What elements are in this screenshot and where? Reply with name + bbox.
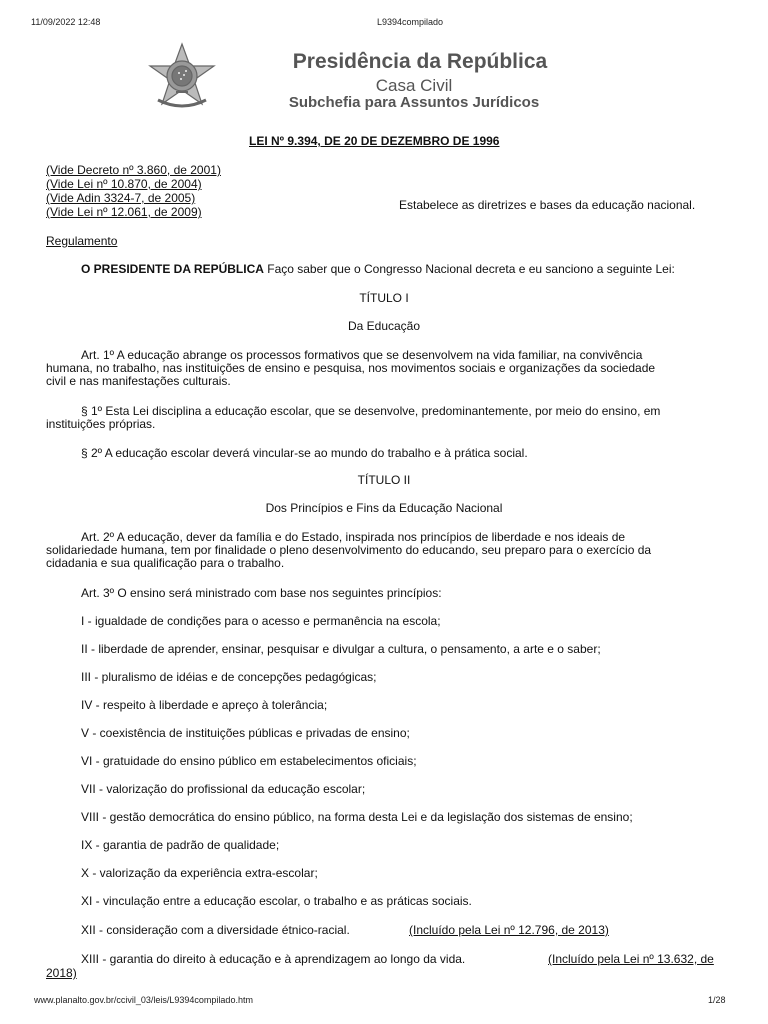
print-page-number: 1/28	[708, 995, 726, 1005]
inciso-13: XIII - garantia do direito à educação e à aprendizagem ao longo da vida.	[81, 952, 466, 966]
art1-line: civil e nas manifestações culturais.	[46, 374, 231, 388]
titulo-label: TÍTULO I	[359, 291, 409, 305]
vide-link[interactable]: (Vide Adin 3324-7, de 2005)	[46, 191, 196, 205]
art3: Art. 3º O ensino será ministrado com base nos seguintes princípios:	[81, 586, 442, 600]
art2-line: cidadania e sua qualificação para o trabalho.	[46, 556, 285, 570]
vide-link[interactable]: (Vide Lei nº 10.870, de 2004)	[46, 177, 202, 191]
vide-link[interactable]: (Vide Lei nº 12.061, de 2009)	[46, 205, 202, 219]
preamble-text: Faço saber que o Congresso Nacional decreta e eu sanciono a seguinte Lei:	[267, 262, 675, 276]
incluido-link[interactable]: (Incluído pela Lei nº 12.796, de 2013)	[409, 923, 609, 937]
regulamento-link[interactable]: Regulamento	[46, 234, 118, 248]
header-unit: Casa Civil	[375, 76, 453, 95]
print-datetime: 11/09/2022 12:48	[31, 17, 101, 27]
titulo-label: TÍTULO II	[357, 473, 411, 487]
preamble-bold: O PRESIDENTE DA REPÚBLICA	[81, 262, 264, 276]
print-url: www.planalto.gov.br/ccivil_03/leis/L9394compilado.htm	[34, 995, 253, 1005]
art1-p2: § 2º A educação escolar deverá vincular-se ao mundo do trabalho e à prática social.	[81, 446, 528, 460]
vide-link[interactable]: (Vide Decreto nº 3.860, de 2001)	[46, 163, 221, 177]
preamble	[81, 262, 675, 276]
ementa: Estabelece as diretrizes e bases da educação nacional.	[399, 198, 696, 212]
incluido-link-continuation[interactable]: 2018)	[46, 966, 77, 980]
inciso: VII - valorização do profissional da educação escolar;	[81, 782, 366, 796]
header-org: Presidência da República	[292, 50, 548, 73]
inciso: III - pluralismo de idéias e de concepções pedagógicas;	[81, 670, 377, 684]
inciso: XI - vinculação entre a educação escolar, o trabalho e as práticas sociais.	[81, 894, 472, 908]
titulo-name: Da Educação	[347, 319, 421, 333]
print-doc-title: L9394compilado	[377, 17, 444, 27]
inciso: II - liberdade de aprender, ensinar, pesquisar e divulgar a cultura, o pensamento, a arte e o saber;	[81, 642, 601, 656]
art2-line: solidariedade humana, tem por finalidade o pleno desenvolvimento do educando, seu preparo para o exercício da	[46, 543, 652, 557]
art1-p1-line: instituições próprias.	[46, 417, 156, 431]
art1-line: humana, no trabalho, nas instituições de ensino e pesquisa, nos movimentos sociais e organizações da sociedade	[46, 361, 656, 375]
inciso: V - coexistência de instituições públicas e privadas de ensino;	[81, 726, 410, 740]
header-subunit: Subchefia para Assuntos Jurídicos	[288, 94, 540, 111]
law-title: LEI Nº 9.394, DE 20 DE DEZEMBRO DE 1996	[249, 134, 500, 148]
art2-line: Art. 2º A educação, dever da família e do Estado, inspirada nos princípios de liberdade e nos ideais de	[81, 530, 626, 544]
art1-p1-line: § 1º Esta Lei disciplina a educação escolar, que se desenvolve, predominantemente, por meio do ensino, em	[81, 404, 661, 418]
art1-line: Art. 1º A educação abrange os processos formativos que se desenvolvem na vida familiar, na convivência	[81, 348, 643, 362]
incluido-link[interactable]: (Incluído pela Lei nº 13.632, de	[548, 952, 714, 966]
titulo-name: Dos Princípios e Fins da Educação Nacional	[265, 501, 503, 515]
inciso: IV - respeito à liberdade e apreço à tolerância;	[81, 698, 328, 712]
inciso: X - valorização da experiência extra-escolar;	[81, 866, 318, 880]
inciso-12: XII - consideração com a diversidade étnico-racial.	[81, 923, 350, 937]
inciso: IX - garantia de padrão de qualidade;	[81, 838, 280, 852]
inciso: I - igualdade de condições para o acesso e permanência na escola;	[81, 614, 441, 628]
inciso: VI - gratuidade do ensino público em estabelecimentos oficiais;	[81, 754, 417, 768]
inciso: VIII - gestão democrática do ensino público, na forma desta Lei e da legislação dos sistemas de ensino;	[81, 810, 633, 824]
